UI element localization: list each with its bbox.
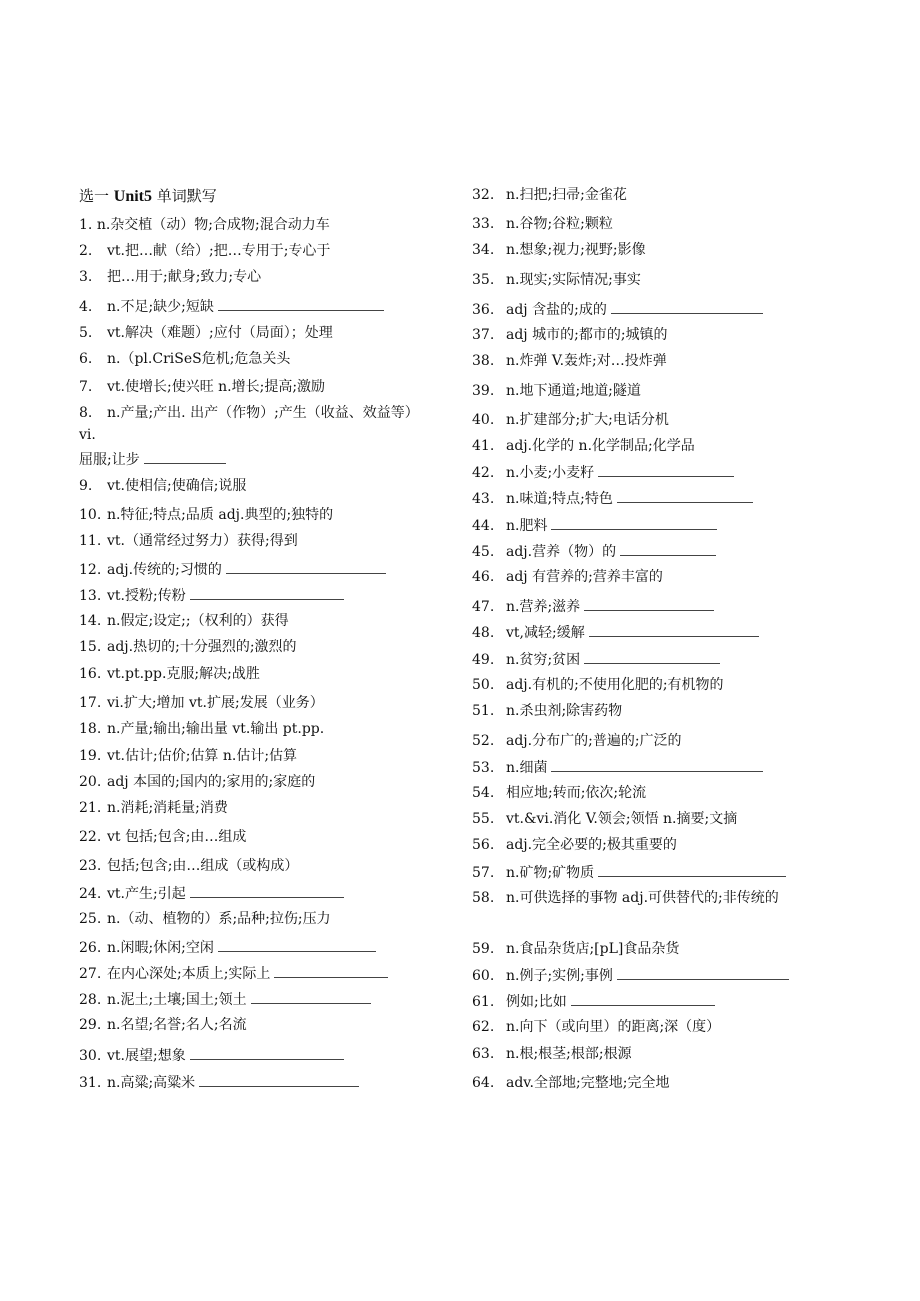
answer-blank[interactable] [620,542,716,556]
vocab-item: 7. vt.使增长;使兴旺 n.增长;提高;激励 [79,379,326,395]
vocab-item: 36. adj 含盐的;成的 [472,300,763,319]
vocab-item: 42. n.小麦;小麦籽 [472,463,734,482]
vocab-item: 63. n.根;根茎;根部;根源 [472,1046,632,1062]
answer-blank[interactable] [598,463,734,477]
vocab-item: 40. n.扩建部分;扩大;电话分机 [472,412,669,428]
vocab-item: 55. vt.&vi.消化 V.领会;领悟 n.摘要;文摘 [472,811,738,827]
vocab-item: 29. n.名望;名誉;名人;名流 [79,1017,247,1033]
answer-blank[interactable] [584,650,720,664]
vocab-item-cont: vi. [79,427,96,443]
vocab-item: 48. vt,减轻;缓解 [472,623,759,642]
vocab-item: 58. n.可供选择的事物 adj.可供替代的;非传统的 [472,890,779,906]
vocab-item: 14. n.假定;设定;;（权利的）获得 [79,613,289,629]
vocab-item: 33. n.谷物;谷粒;颗粒 [472,216,613,232]
vocab-item: 37. adj 城市的;都市的;城镇的 [472,327,668,343]
vocab-item: 19. vt.估计;估价;估算 n.估计;估算 [79,748,298,764]
vocab-item: 64. adv.全部地;完整地;完全地 [472,1075,670,1091]
vocab-item: 51. n.杀虫剂;除害药物 [472,703,623,719]
vocab-item: 6. n.（pl.CriSeS危机;危急关头 [79,351,291,367]
vocab-item: 18. n.产量;输出;输出量 vt.输出 pt.pp. [79,721,325,737]
vocab-item: 25. n.（动、植物的）系;品种;拉伤;压力 [79,911,331,927]
vocab-item: 17. vi.扩大;增加 vt.扩展;发展（业务） [79,695,324,711]
answer-blank[interactable] [617,966,789,980]
answer-blank[interactable] [598,863,786,877]
vocab-item: 8. n.产量;产出. 出产（作物）;产生（收益、效益等） [79,405,419,421]
answer-blank[interactable] [190,586,344,600]
vocab-item: 16. vt.pt.pp.克服;解决;战胜 [79,666,260,682]
vocab-item: 57. n.矿物;矿物质 [472,863,786,882]
answer-blank[interactable] [218,297,384,311]
vocab-item: 21. n.消耗;消耗量;消费 [79,800,228,816]
vocab-item: 61. 例如;比如 [472,992,715,1011]
vocab-item: 49. n.贫穷;贫困 [472,650,720,669]
answer-blank[interactable] [551,758,763,772]
vocab-item-cont: 屈服;让步 [79,450,226,469]
answer-blank[interactable] [611,300,763,314]
answer-blank[interactable] [190,1046,344,1060]
answer-blank[interactable] [190,884,344,898]
vocab-item: 13. vt.授粉;传粉 [79,586,344,605]
vocab-item: 2. vt.把…献（给）;把…专用于;专心于 [79,243,331,259]
answer-blank[interactable] [144,450,226,464]
vocab-item: 45. adj.营养（物）的 [472,542,716,561]
vocab-item: 23. 包括;包含;由…组成（或构成） [79,858,299,874]
vocab-item: 30. vt.展望;想象 [79,1046,344,1065]
vocab-item: 43. n.味道;特点;特色 [472,489,753,508]
vocab-item: 12. adj.传统的;习惯的 [79,560,386,579]
answer-blank[interactable] [274,964,388,978]
vocab-item: 10. n.特征;特点;品质 adj.典型的;独特的 [79,507,334,523]
vocab-item: 9. vt.使相信;使确信;说服 [79,478,247,494]
worksheet-title [79,186,217,207]
answer-blank[interactable] [218,938,376,952]
vocab-item: 20. adj 本国的;国内的;家用的;家庭的 [79,774,316,790]
answer-blank[interactable] [589,623,759,637]
vocab-item: 39. n.地下通道;地道;隧道 [472,383,641,399]
title-unit: Unit5 [113,188,153,205]
vocab-item: 24. vt.产生;引起 [79,884,344,903]
vocab-item: 56. adj.完全必要的;极其重要的 [472,837,677,853]
vocab-item: 62. n.向下（或向里）的距离;深（度） [472,1019,721,1035]
vocab-item: 44. n.肥料 [472,516,717,535]
vocab-item: 27. 在内心深处;本质上;实际上 [79,964,388,983]
vocab-item: 60. n.例子;实例;事例 [472,966,789,985]
answer-blank[interactable] [199,1073,359,1087]
vocab-item: 59. n.食品杂货店;[pL]食品杂货 [472,941,680,957]
answer-blank[interactable] [251,990,371,1004]
vocab-item: 15. adj.热切的;十分强烈的;激烈的 [79,639,297,655]
answer-blank[interactable] [617,489,753,503]
vocab-item: 31. n.高粱;高粱米 [79,1073,359,1092]
vocab-item: 35. n.现实;实际情况;事实 [472,272,641,288]
vocab-item: 54. 相应地;转而;依次;轮流 [472,785,647,801]
vocab-item: 4. n.不足;缺少;短缺 [79,297,384,316]
answer-blank[interactable] [571,992,715,1006]
vocab-item: 22. vt 包括;包含;由…组成 [79,829,247,845]
vocab-item: 11. vt.（通常经过努力）获得;得到 [79,533,298,549]
vocab-item: 3. 把…用于;献身;致力;专心 [79,269,262,285]
answer-blank[interactable] [584,597,714,611]
vocab-item: 28. n.泥土;土壤;国土;领土 [79,990,371,1009]
vocab-item: 1. n.杂交植（动）物;合成物;混合动力车 [79,217,330,233]
vocab-item: 50. adj.有机的;不使用化肥的;有机物的 [472,677,724,693]
vocab-item: 32. n.扫把;扫帚;金雀花 [472,187,627,203]
vocab-item: 34. n.想象;视力;视野;影像 [472,242,646,258]
vocab-item: 26. n.闲暇;休闲;空闲 [79,938,376,957]
title-suffix: 单词默写 [152,187,217,205]
title-prefix: 选一 [79,187,114,205]
answer-blank[interactable] [551,516,717,530]
answer-blank[interactable] [226,560,386,574]
vocab-item: 47. n.营养;滋养 [472,597,714,616]
vocab-item: 53. n.细菌 [472,758,763,777]
vocab-item: 46. adj 有营养的;营养丰富的 [472,569,663,585]
vocab-item: 41. adj.化学的 n.化学制品;化学品 [472,438,695,454]
vocab-item: 5. vt.解决（难题）;应付（局面）；处理 [79,325,333,341]
vocab-item: 38. n.炸弹 V.轰炸;对…投炸弹 [472,353,667,369]
vocab-item: 52. adj.分布广的;普遍的;广泛的 [472,733,682,749]
